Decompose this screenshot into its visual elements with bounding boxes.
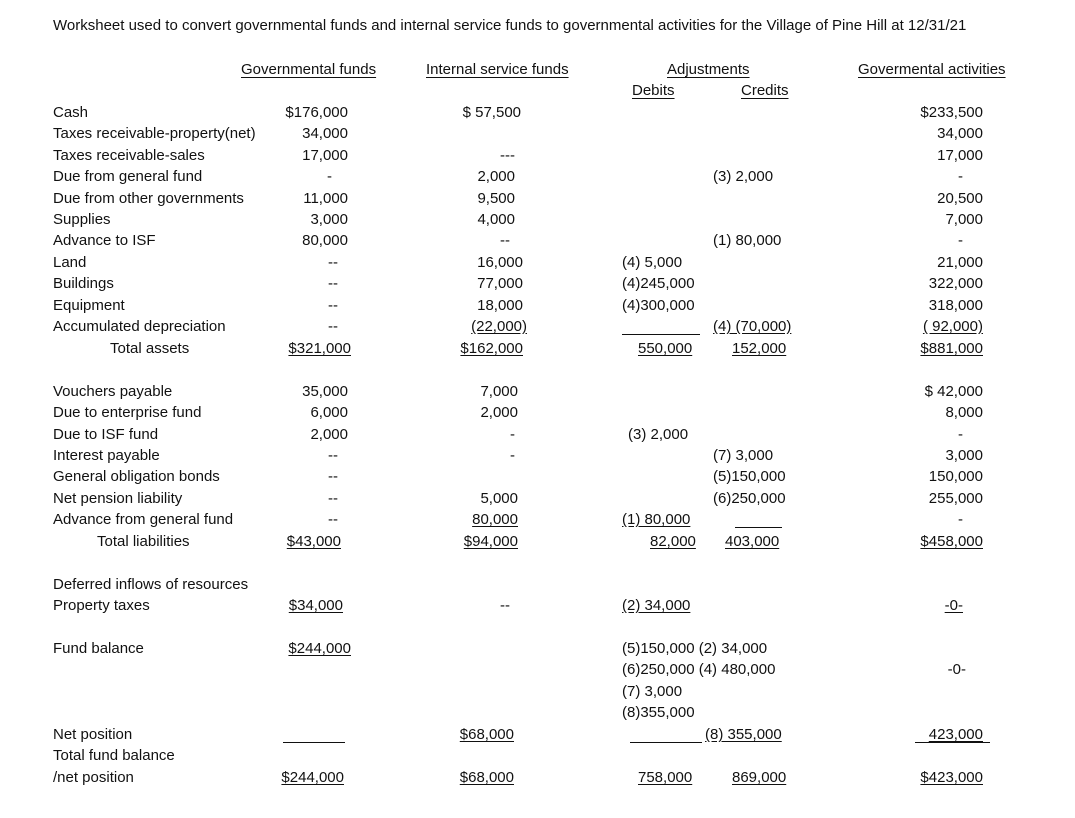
row-label: Taxes receivable-property(net) — [53, 125, 256, 142]
gov-value: $34,000 — [288, 597, 343, 614]
row-label: Due to enterprise fund — [53, 404, 202, 421]
activities-total: $881,000 — [920, 340, 983, 357]
gov-total: $244,000 — [281, 769, 344, 786]
isf-value: (22,000) — [471, 318, 527, 335]
gov-value: 2,000 — [310, 426, 348, 443]
debit-entry: (4)300,000 — [622, 297, 695, 314]
row-label: Advance to ISF — [53, 232, 156, 249]
row-label: Equipment — [53, 297, 125, 314]
row-label: Due from other governments — [53, 190, 244, 207]
credit-entry: (4) (70,000) — [713, 318, 792, 335]
activities-value: 8,000 — [945, 404, 983, 421]
debit-entry: (4)245,000 — [622, 275, 695, 292]
activities-value: 255,000 — [928, 490, 983, 507]
gov-value: - — [327, 168, 332, 185]
activities-value: - — [958, 232, 963, 249]
gov-value: 34,000 — [302, 125, 348, 142]
isf-total: $68,000 — [459, 769, 514, 786]
row-label: Property taxes — [53, 597, 150, 614]
row-label: Net position — [53, 726, 133, 743]
header-governmental-funds: Governmental funds — [241, 61, 377, 78]
credit-entry: (7) 3,000 — [713, 447, 774, 464]
gov-value: 3,000 — [310, 211, 348, 228]
gov-value: 17,000 — [302, 147, 348, 164]
gov-value: -- — [328, 447, 338, 464]
activities-value: 34,000 — [937, 125, 983, 142]
gov-value: $244,000 — [288, 640, 351, 657]
activities-value: $ 42,000 — [924, 383, 983, 400]
gov-value: -- — [328, 511, 338, 528]
gov-total: $321,000 — [288, 340, 351, 357]
activities-underline — [915, 742, 990, 743]
header-governmental-activities: Govermental activities — [858, 61, 1006, 78]
credit-entry: (8) 355,000 — [705, 726, 782, 743]
activities-total: $423,000 — [920, 769, 983, 786]
row-label: Cash — [53, 104, 89, 121]
debit-underline — [622, 334, 700, 335]
activities-value: -0- — [947, 661, 966, 678]
row-label: Due to ISF fund — [53, 426, 159, 443]
credit-total: 403,000 — [725, 533, 780, 550]
gov-value: -- — [328, 254, 338, 271]
isf-value: 77,000 — [477, 275, 523, 292]
gov-total: $43,000 — [286, 533, 341, 550]
isf-value: -- — [500, 597, 510, 614]
activities-value: -0- — [944, 597, 963, 614]
isf-value: - — [510, 426, 515, 443]
activities-value: 322,000 — [928, 275, 983, 292]
row-label: Accumulated depreciation — [53, 318, 226, 335]
isf-total: $94,000 — [463, 533, 518, 550]
row-label: Interest payable — [53, 447, 160, 464]
isf-value: 2,000 — [480, 404, 518, 421]
row-label: Buildings — [53, 275, 114, 292]
activities-total: $458,000 — [920, 533, 983, 550]
row-label: Supplies — [53, 211, 111, 228]
section-label: Deferred inflows of resources — [53, 576, 249, 593]
isf-value: 80,000 — [472, 511, 518, 528]
credit-entry: (5)150,000 — [713, 468, 786, 485]
gov-value: $176,000 — [285, 104, 348, 121]
fund-balance-adjustment: (6)250,000 (4) 480,000 — [622, 661, 776, 678]
gov-value: 80,000 — [302, 232, 348, 249]
activities-value: 21,000 — [937, 254, 983, 271]
isf-value: 7,000 — [480, 383, 518, 400]
header-adjustments: Adjustments — [667, 61, 750, 78]
activities-value: 150,000 — [928, 468, 983, 485]
gov-value: -- — [328, 318, 338, 335]
activities-value: 423,000 — [928, 726, 983, 743]
total-label: Total liabilities — [97, 533, 190, 550]
isf-value: 2,000 — [477, 168, 515, 185]
debit-underline — [630, 742, 702, 743]
debit-entry: (3) 2,000 — [628, 426, 689, 443]
isf-value: 5,000 — [480, 490, 518, 507]
isf-value: 9,500 — [477, 190, 515, 207]
debit-total: 82,000 — [650, 533, 696, 550]
activities-value: 3,000 — [945, 447, 983, 464]
row-label: General obligation bonds — [53, 468, 220, 485]
row-label: Net pension liability — [53, 490, 183, 507]
credit-underline — [735, 527, 782, 528]
credit-total: 869,000 — [732, 769, 787, 786]
debit-total: 758,000 — [638, 769, 693, 786]
fund-balance-adjustment: (7) 3,000 — [622, 683, 683, 700]
row-label: /net position — [53, 769, 134, 786]
total-label: Total assets — [110, 340, 190, 357]
isf-value: --- — [500, 147, 515, 164]
gov-value: 35,000 — [302, 383, 348, 400]
activities-value: 20,500 — [937, 190, 983, 207]
credit-total: 152,000 — [732, 340, 787, 357]
debit-entry: (4) 5,000 — [622, 254, 683, 271]
page-title: Worksheet used to convert governmental funds and internal service funds to governmental activities for the Village of Pine Hill at 12/31/21 — [53, 17, 967, 34]
debit-entry: (1) 80,000 — [622, 511, 691, 528]
isf-value: -- — [500, 232, 510, 249]
activities-value: 17,000 — [937, 147, 983, 164]
row-label: Taxes receivable-sales — [53, 147, 205, 164]
row-label: Fund balance — [53, 640, 144, 657]
activities-value: - — [958, 511, 963, 528]
row-label: Land — [53, 254, 87, 271]
activities-value: - — [958, 168, 963, 185]
gov-value: -- — [328, 297, 338, 314]
gov-value: -- — [328, 468, 338, 485]
row-label: Total fund balance — [53, 747, 175, 764]
isf-value: - — [510, 447, 515, 464]
credit-entry: (1) 80,000 — [713, 232, 782, 249]
gov-value: -- — [328, 275, 338, 292]
fund-balance-adjustment: (5)150,000 (2) 34,000 — [622, 640, 768, 657]
gov-value: -- — [328, 490, 338, 507]
header-internal-service-funds: Internal service funds — [426, 61, 569, 78]
header-credits: Credits — [741, 82, 789, 99]
isf-value: $ 57,500 — [462, 104, 521, 121]
credit-entry: (3) 2,000 — [713, 168, 774, 185]
row-label: Vouchers payable — [53, 383, 173, 400]
debit-total: 550,000 — [638, 340, 693, 357]
gov-value: 11,000 — [303, 190, 348, 207]
isf-total: $162,000 — [460, 340, 523, 357]
gov-value: 6,000 — [310, 404, 348, 421]
gov-blank-line — [283, 742, 345, 743]
activities-value: 318,000 — [928, 297, 983, 314]
debit-entry: (2) 34,000 — [622, 597, 691, 614]
header-debits: Debits — [632, 82, 675, 99]
row-label: Due from general fund — [53, 168, 203, 185]
row-label: Advance from general fund — [53, 511, 234, 528]
credit-entry: (6)250,000 — [713, 490, 786, 507]
isf-value: 16,000 — [477, 254, 523, 271]
isf-value: 4,000 — [477, 211, 515, 228]
activities-value: - — [958, 426, 963, 443]
activities-value: 7,000 — [945, 211, 983, 228]
isf-value: 18,000 — [477, 297, 523, 314]
fund-balance-adjustment: (8)355,000 — [622, 704, 695, 721]
activities-value: $233,500 — [920, 104, 983, 121]
activities-value: ( 92,000) — [922, 318, 983, 335]
isf-value: $68,000 — [459, 726, 514, 743]
